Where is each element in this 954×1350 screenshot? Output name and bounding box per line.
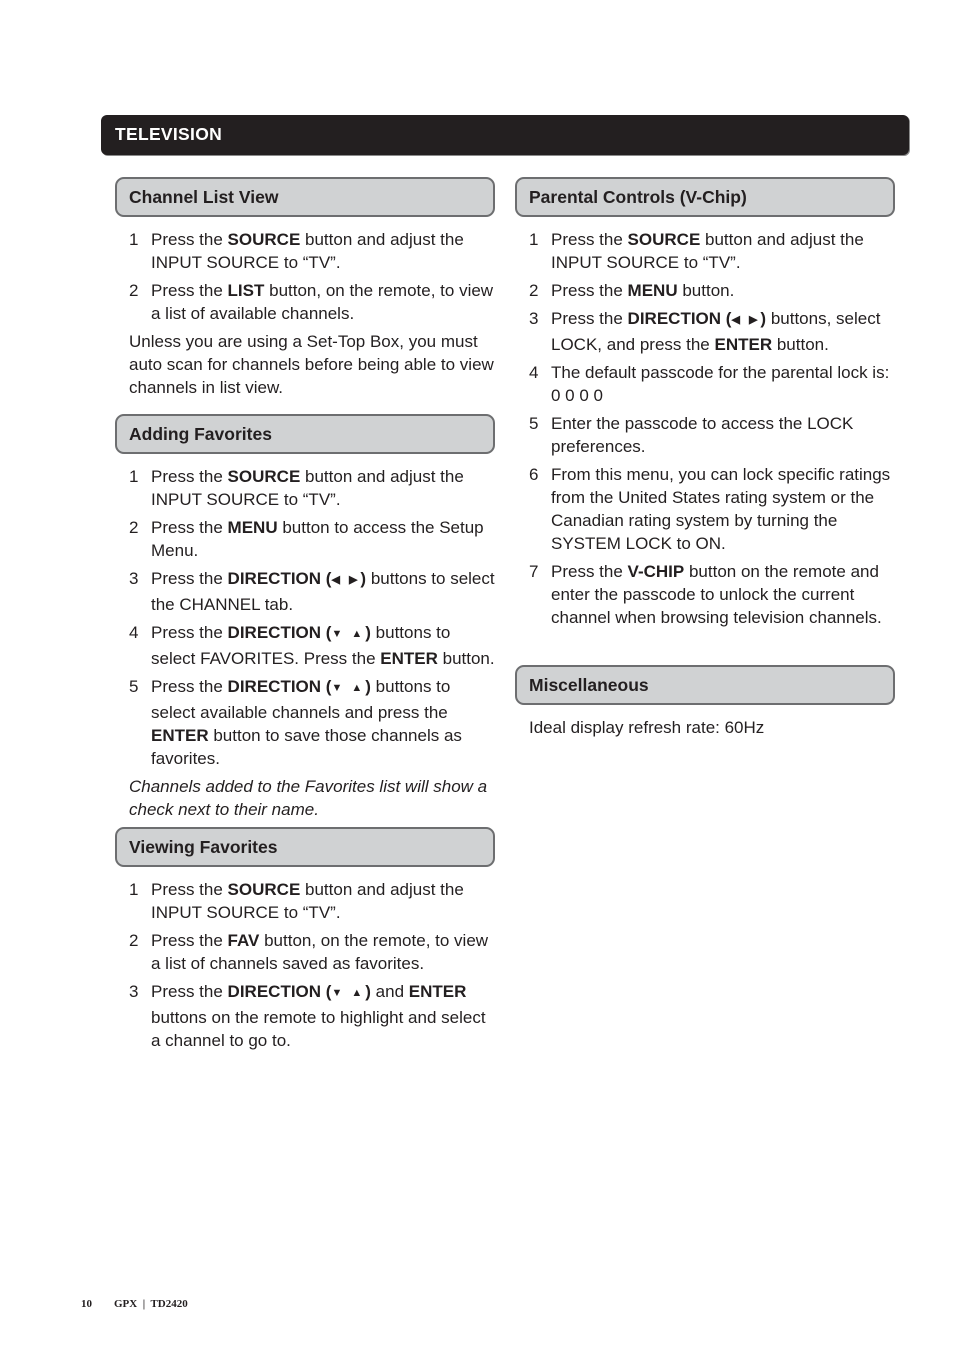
keyword: DIRECTION ( [227,677,332,696]
keyword: SOURCE [627,230,701,249]
keyword: SOURCE [227,230,301,249]
down-up-arrow-icons: ▼ ▲ [331,682,366,694]
section-title: Miscellaneous [529,675,649,695]
keyword: MENU [227,518,278,537]
down-up-arrow-icons: ▼ ▲ [331,628,366,640]
keyword: DIRECTION ( [227,569,332,588]
keyword: ENTER [714,335,773,354]
list-item: 5 Enter the passcode to access the LOCK preferences. [529,414,854,456]
list-item: 1 Press the SOURCE button and adjust the INPUT SOURCE to “TV”. [529,230,864,272]
list-item: 6 From this menu, you can lock specific ratings from the United States rating system or the Canadian rating system by turning the SYSTEM LOCK to ON. [529,465,891,553]
channel-list-view-header [115,177,495,217]
keyword: DIRECTION ( [227,623,332,642]
steps-list [129,878,497,1052]
page-number: 10 [81,1298,92,1310]
section-title: Channel List View [129,187,279,207]
left-right-arrow-icons: ◀ ▶ [731,314,761,326]
down-up-arrow-icons: ▼ ▲ [331,987,366,999]
left-right-arrow-icons: ◀ ▶ [331,574,361,586]
keyword: DIRECTION ( [627,309,732,328]
keyword: FAV [227,931,260,950]
paragraph-note: Channels added to the Favorites list will show a check next to their name. [129,777,488,819]
channel-list-view-body [129,228,497,404]
viewing-favorites-header [115,827,495,867]
list-item: 2 Press the MENU button. [529,281,735,300]
miscellaneous-body [529,716,897,744]
steps-list [129,465,497,770]
keyword: V-CHIP [627,562,685,581]
list-item: 1 Press the SOURCE button and adjust the INPUT SOURCE to “TV”. [129,467,464,509]
list-item: 4 The default passcode for the parental lock is: 0 0 0 0 [529,363,899,405]
viewing-favorites-body [129,878,497,1057]
adding-favorites-header [115,414,495,454]
section-title: Viewing Favorites [129,837,278,857]
parental-controls-header [515,177,895,217]
keyword: DIRECTION ( [227,982,332,1001]
list-item: 2 Press the LIST button, on the remote, to view a list of available channels. [129,281,494,323]
parental-controls-body [529,228,901,634]
list-item: 5 Press the DIRECTION (▼ ▲) buttons to select available channels and press the ENTER button to save those channels as favorites. [129,677,462,768]
keyword: SOURCE [227,880,301,899]
keyword: ENTER [151,726,209,745]
keyword: ENTER [380,649,438,668]
list-item: 4 Press the DIRECTION (▼ ▲) buttons to select FAVORITES. Press the ENTER button. [129,623,495,668]
banner-title: TELEVISION [115,124,223,144]
miscellaneous-header [515,665,895,705]
list-item: 2 Press the MENU button to access the Setup Menu. [129,518,484,560]
keyword: LIST [227,281,265,300]
list-item: 1 Press the SOURCE button and adjust the INPUT SOURCE to “TV”. [129,880,464,922]
section-banner [101,115,909,155]
steps-list [529,228,901,629]
section-title: Adding Favorites [129,424,272,444]
keyword: SOURCE [227,467,301,486]
keyword: ENTER [408,982,467,1001]
footer-brand: GPX | TD2420 [114,1298,188,1310]
list-item: 7 Press the V-CHIP button on the remote and enter the passcode to unlock the current channel when browsing television channels. [529,562,882,627]
refresh-rate-text: Ideal display refresh rate: 60Hz [529,718,765,737]
adding-favorites-body [129,465,497,826]
list-item: 3 Press the DIRECTION (◀ ▶) buttons, select LOCK, and press the ENTER button. [529,309,881,354]
list-item: 2 Press the FAV button, on the remote, to view a list of channels saved as favorites. [129,931,489,973]
steps-list [129,228,497,325]
list-item: 3 Press the DIRECTION (◀ ▶) buttons to select the CHANNEL tab. [129,569,495,614]
section-title: Parental Controls (V-Chip) [529,187,747,207]
paragraph-note: Unless you are using a Set-Top Box, you must auto scan for channels before being able to view channels in list view. [129,332,494,397]
list-item: 3 Press the DIRECTION (▼ ▲) and ENTER buttons on the remote to highlight and select a channel to go to. [129,982,486,1050]
keyword: MENU [627,281,678,300]
list-item: 1 Press the SOURCE button and adjust the INPUT SOURCE to “TV”. [129,230,464,272]
page-footer [81,1298,188,1310]
